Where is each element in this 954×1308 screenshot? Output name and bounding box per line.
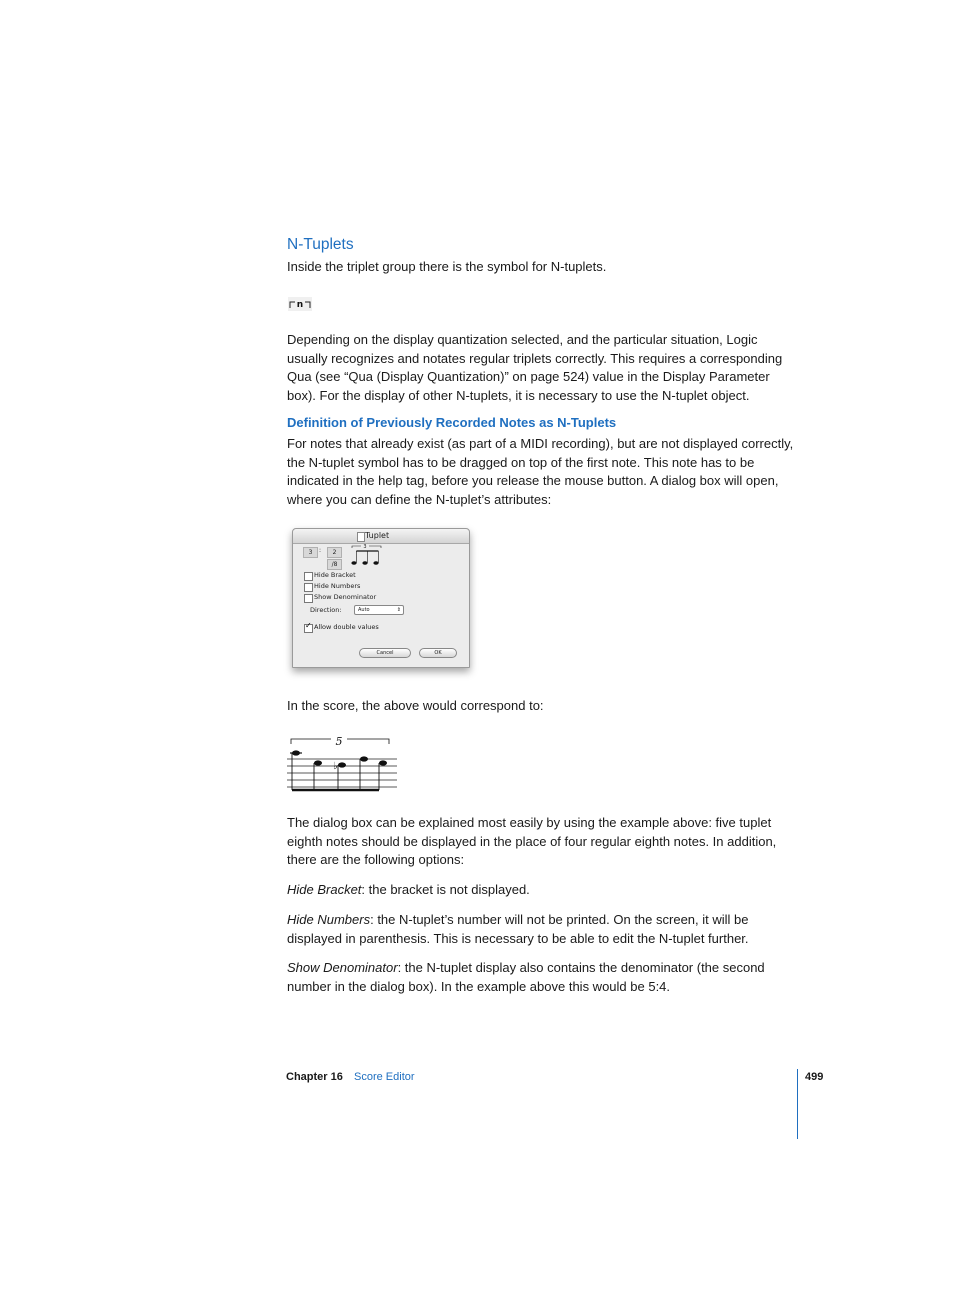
- paragraph-quantization: Depending on the display quantization selected, and the particular situation, Logic usually recognizes and notates regular triplets correctly. This requires a corresponding Qua (see “Qua (Display Quantization)” on page 524) value in the Display Parameter box). For the display of other N-tuplets, it is necessary to use the N-tuplet object.: [287, 332, 783, 403]
- preview-number: 3: [363, 544, 367, 550]
- tuplet-preview-icon: [349, 543, 389, 567]
- term-hide-numbers: Hide Numbers: [287, 912, 371, 927]
- ntuplet-symbol-icon: [288, 297, 312, 311]
- desc-hide-numbers: : the N-tuplet’s number will not be printed. On the screen, it will be displayed in parenthesis. This is necessary to be able to edit the N-tuplet further.: [287, 912, 749, 946]
- svg-text:♭: ♭: [333, 761, 338, 772]
- term-show-denominator: Show Denominator: [287, 960, 398, 975]
- direction-select[interactable]: [354, 605, 404, 615]
- allow-double-checkbox[interactable]: [304, 624, 313, 633]
- dialog-title: Tuplet: [365, 531, 390, 540]
- hide-numbers-label: Hide Numbers: [314, 582, 361, 590]
- hide-bracket-checkbox[interactable]: [304, 572, 313, 581]
- paragraph-definition: For notes that already exist (as part of a MIDI recording), but are not displayed correctly, the N-tuplet symbol has to be dragged on top of the first note. This note has to be indicated in the help tag, before you release the mouse button. A dialog box will open, where you can define the N-tuplet’s attributes:: [287, 436, 794, 507]
- direction-label: Direction:: [310, 606, 342, 614]
- option-hide-bracket: [287, 881, 799, 900]
- dialog-titlebar: [293, 529, 469, 544]
- option-hide-numbers: [287, 911, 799, 948]
- note-unit-field[interactable]: /8: [327, 559, 342, 570]
- numerator-field[interactable]: 3: [303, 547, 318, 558]
- direction-value: Auto: [358, 607, 370, 613]
- select-arrows-icon: ⇕: [396, 607, 401, 613]
- desc-hide-bracket: : the bracket is not displayed.: [361, 882, 530, 897]
- footer-page-number: 499: [805, 1071, 824, 1083]
- hide-numbers-checkbox[interactable]: [304, 583, 313, 592]
- footer-chapter: Chapter 16: [286, 1071, 343, 1083]
- cancel-button[interactable]: Cancel: [359, 648, 411, 658]
- allow-double-label: Allow double values: [314, 623, 379, 631]
- hide-bracket-label: Hide Bracket: [314, 571, 356, 579]
- footer-divider: [797, 1069, 798, 1139]
- term-hide-bracket: Hide Bracket: [287, 882, 362, 897]
- tuplet-dialog: [292, 528, 470, 668]
- denominator-field[interactable]: 2: [327, 547, 342, 558]
- option-show-denominator: [287, 959, 799, 996]
- paragraph-explanation: The dialog box can be explained most easily by using the example above: five tuplet eighth notes should be displayed in the place of four regular eighth notes. In addition, there are the following options:: [287, 815, 777, 868]
- ok-button[interactable]: OK: [419, 648, 457, 658]
- document-icon: [357, 532, 365, 542]
- ratio-colon: :: [319, 547, 322, 554]
- paragraph-score: In the score, the above would correspond to:: [287, 698, 544, 713]
- footer-section-link[interactable]: Score Editor: [354, 1071, 415, 1083]
- show-denominator-label: Show Denominator: [314, 593, 377, 601]
- desc-show-denominator: : the N-tuplet display also contains the denominator (the second number in the dialog box). In the example above this would be 5:4.: [287, 960, 765, 994]
- section-heading: N-Tuplets: [287, 236, 354, 253]
- subsection-heading: Definition of Previously Recorded Notes as N-Tuplets: [287, 415, 617, 430]
- svg-text:n: n: [296, 300, 304, 310]
- show-denominator-checkbox[interactable]: [304, 594, 313, 603]
- tuplet-staff-example: [287, 733, 397, 795]
- intro-text: Inside the triplet group there is the symbol for N-tuplets.: [287, 259, 607, 274]
- staff-tuplet-number: 5: [335, 735, 343, 748]
